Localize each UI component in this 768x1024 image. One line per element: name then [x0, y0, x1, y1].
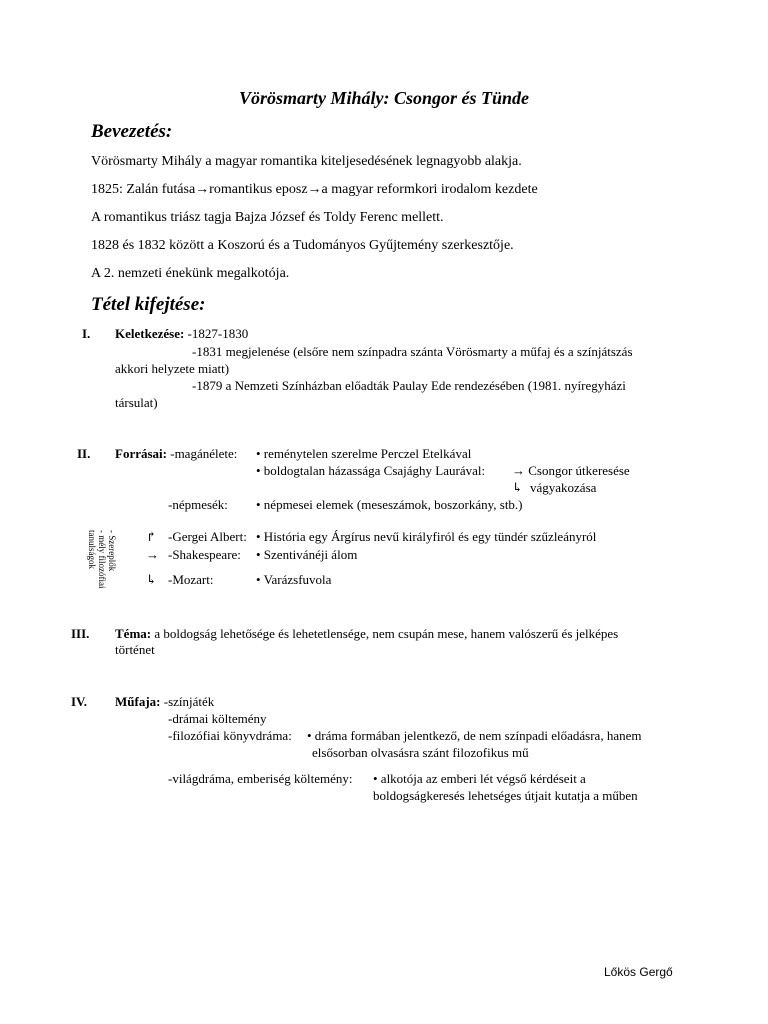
work-title: • Szentivánéji álom [256, 547, 358, 562]
source-item: • reménytelen szerelme Perczel Etelkával [256, 446, 472, 461]
genre-explanation: • alkotója az emberi lét végső kérdéseit a [373, 771, 586, 786]
section-number: IV. [71, 694, 88, 709]
section-label: Forrásai: [115, 446, 167, 461]
section-keletkezese [115, 326, 248, 342]
intro-line: Vörösmarty Mihály a magyar romantika kiteljesedésének legnagyobb alakja. [91, 154, 522, 169]
section-text: -1879 a Nemzeti Színházban előadták Paulay Ede rendezésében (1981. nyíregyházi [192, 378, 626, 393]
section-text: történet [115, 642, 155, 657]
side-note [87, 530, 117, 588]
work-author: -Gergei Albert: [168, 529, 247, 544]
genre-explanation: elsősorban olvasásra szánt filozofikus mű [312, 745, 529, 760]
section-text: társulat) [115, 395, 158, 410]
arrow-down-right: ↳ [146, 572, 157, 587]
intro-line: 1828 és 1832 között a Koszorú és a Tudományos Gyűjtemény szerkesztője. [91, 238, 514, 253]
section-number: II. [77, 446, 91, 461]
section-text: -színjáték [160, 694, 215, 709]
section-number: III. [71, 626, 90, 641]
source-label: -népmesék: [168, 497, 228, 512]
work-author: -Mozart: [168, 572, 214, 587]
body-heading: Tétel kifejtése: [91, 294, 206, 315]
intro-heading: Bevezetés: [91, 121, 173, 142]
intro-line: 1825: Zalán futása→romantikus eposz→a magyar reformkori irodalom kezdete [91, 182, 538, 197]
section-label: Műfaja: [115, 694, 161, 709]
section-tema [115, 626, 618, 642]
sub-arrow: ↳ [512, 480, 523, 495]
source-consequence: vágyakozása [530, 480, 597, 495]
section-text: a boldogság lehetősége és lehetetlensége, nem csupán mese, hanem valószerű és jelképes [151, 626, 619, 641]
source-item: • népmesei elemek (meseszámok, boszorkány, stb.) [256, 497, 523, 512]
section-number: I. [82, 326, 91, 341]
work-author: -Shakespeare: [168, 547, 241, 562]
genre-item: -drámai költemény [168, 711, 267, 726]
work-title: • História egy Árgírus nevű királyfiról és egy tündér szűzleányról [256, 529, 597, 544]
section-label: Téma: [115, 626, 152, 641]
section-text: akkori helyzete miatt) [115, 361, 230, 376]
work-title: • Varázsfuvola [256, 572, 332, 587]
arrow-right: → [146, 547, 159, 562]
genre-explanation: boldogságkeresés lehetséges útjait kutatja a műben [373, 788, 638, 803]
section-forrasai [115, 446, 237, 462]
section-text: -magánélete: [166, 446, 238, 461]
arrow-up-right: ↱ [146, 529, 157, 544]
intro-line: A 2. nemzeti énekünk megalkotója. [91, 266, 290, 281]
side-note-line: tanulságok [87, 530, 97, 569]
section-label: Keletkezése: [115, 326, 185, 341]
author-footer: Lőkös Gergő [604, 965, 673, 979]
genre-explanation: • dráma formában jelentkező, de nem színpadi előadásra, hanem [307, 728, 642, 743]
side-note-line: - Szereplők [107, 530, 117, 572]
genre-item: -világdráma, emberiség költemény: [168, 771, 353, 786]
section-text: -1831 megjelenése (elsőre nem színpadra szánta Vörösmarty a műfaj és a színjátszás [192, 344, 633, 359]
side-note-line: - mély filozófiai [97, 530, 107, 589]
section-text: -1827-1830 [184, 326, 249, 341]
document-title: Vörösmarty Mihály: Csongor és Tünde [238, 88, 530, 108]
intro-line: A romantikus triász tagja Bajza József és Toldy Ferenc mellett. [91, 210, 444, 225]
section-mufaja [115, 694, 214, 710]
genre-item: -filozófiai könyvdráma: [168, 728, 292, 743]
source-item: • boldogtalan házassága Csajághy Laurával: [256, 463, 486, 478]
source-consequence: → Csongor útkeresése [512, 463, 630, 478]
